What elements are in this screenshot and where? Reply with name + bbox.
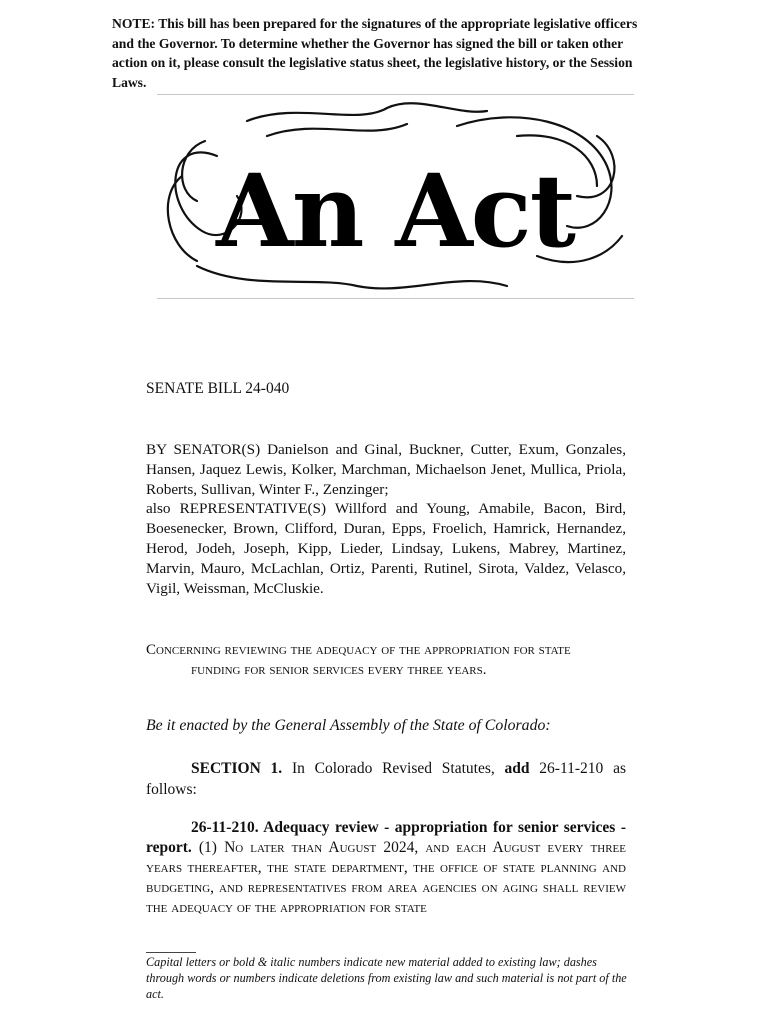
statute-body: No later than August 2024, and each August every three years thereafter, the state department, the office of state planning and budgeting, and representatives from area agencies on aging shall review the adequacy of the appropriation for state — [146, 839, 626, 916]
statute-26-11-210 — [146, 818, 626, 918]
footnote-divider — [146, 952, 196, 953]
section-1-text-a: In Colorado Revised Statutes, — [282, 760, 505, 777]
an-act-text: An Act — [216, 152, 574, 270]
scroll-flourish-icon — [157, 96, 634, 296]
senate-sponsors: BY SENATOR(S) Danielson and Ginal, Buckner, Cutter, Exum, Gonzales, Hansen, Jaquez Lewis, Kolker, Marchman, Michaelson Jenet, Mullica, Priola, Roberts, Sullivan, Winter F., Zenzinger; — [146, 441, 626, 498]
bill-title-line-1: Concerning reviewing the adequacy of the appropriation for state — [146, 642, 571, 658]
sponsors-block — [146, 440, 626, 598]
footnote: Capital letters or bold & italic numbers indicate new material added to existing law; dashes through words or numbers indicate deletions from existing law and such material is not part of the act. — [146, 955, 627, 1001]
signature-status-note: NOTE: This bill has been prepared for the signatures of the appropriate legislative officers and the Governor. To determine whether the Governor has signed the bill or taken other action on it, please consult the legislative status sheet, the legislative history, or the Session Laws. — [112, 16, 638, 90]
bill-number: SENATE BILL 24-040 — [146, 380, 290, 397]
bill-title — [146, 640, 626, 680]
section-1 — [146, 758, 626, 800]
enacting-clause: Be it enacted by the General Assembly of the State of Colorado: — [146, 717, 551, 734]
an-act-banner — [157, 96, 634, 296]
section-1-label: SECTION 1. — [191, 760, 283, 777]
statute-subsection: (1) — [191, 839, 225, 856]
bill-title-line-2: funding for senior services every three years. — [191, 662, 487, 678]
house-sponsors: also REPRESENTATIVE(S) Willford and Young, Amabile, Bacon, Bird, Boesenecker, Brown, Clifford, Duran, Epps, Froelich, Hamrick, Hernandez, Herod, Jodeh, Joseph, Kipp, Lieder, Lindsay, Lukens, Mabrey, Martinez, Marvin, Mauro, McLachlan, Ortiz, Parenti, Rutinel, Sirota, Valdez, Velasco, Vigil, Weissman, McCluskie. — [146, 500, 626, 597]
banner-divider — [157, 298, 634, 299]
section-1-add: add — [504, 760, 530, 777]
statute-heading: 26-11-210. Adequacy review - appropriation for senior services - report. — [146, 819, 626, 856]
section-1-text-b: 26-11-210 as follows: — [146, 760, 626, 798]
top-divider — [157, 94, 634, 95]
